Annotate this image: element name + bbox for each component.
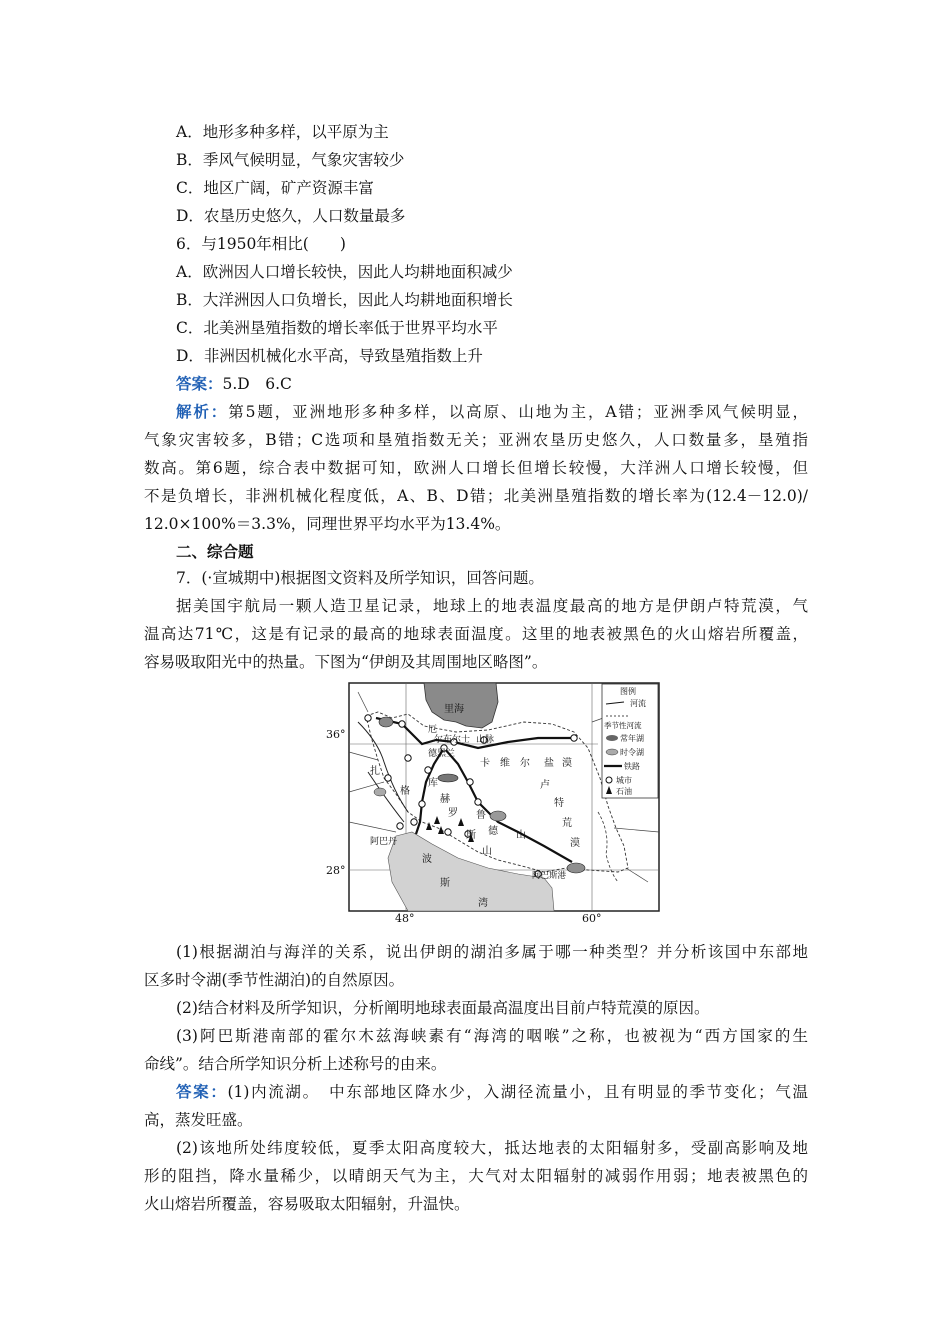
label-elburz-3: 山脉 (476, 735, 495, 745)
subq-1-line-2: 区多时令湖(季节性湖泊)的自然原因。 (144, 971, 405, 989)
label-zagros-4: 斯 (466, 830, 476, 841)
legend-seasonal-river: 季节性河流 (604, 721, 642, 730)
label-zagros-1: 扎 (370, 766, 380, 777)
label-elburz-1: 厄 (428, 725, 438, 735)
answer-7-label: 答案： (176, 1083, 228, 1101)
answer-5-6 (176, 371, 808, 398)
legend-title: 图例 (620, 687, 636, 696)
subq-3-line-2: 命线”。结合所学知识分析上述称号的由来。 (144, 1055, 447, 1073)
label-elburz-2: 尔布尔士 (434, 735, 471, 745)
subq-1-line-1: (1)根据湖泊与海洋的关系，说出伊朗的湖泊多属于哪一种类型？并分析该国中东部地 (176, 943, 808, 961)
answer-7-p2-line-1: (2)该地所处纬度较低，夏季太阳高度较大，抵达地表的太阳辐射多，受副高影响及地 (176, 1139, 808, 1157)
answer-7-p2-line-3: 火山熔岩所覆盖，容易吸取太阳辐射，升温快。 (144, 1195, 470, 1213)
q6-option-c: C．北美洲垦殖指数的增长率低于世界平均水平 (176, 319, 498, 337)
label-kuh-2: 赫 (440, 794, 450, 805)
iran-region-map (348, 682, 660, 912)
q6-option-b: B．大洋洲因人口负增长，因此人均耕地面积增长 (176, 291, 513, 309)
analysis-line-3: 数高。第6题，综合表中数据可知，欧洲人口增长但增长较慢，大洋洲人口增长较慢，但 (144, 459, 808, 477)
q6-option-a: A．欧洲因人口增长较快，因此人均耕地面积减少 (176, 263, 513, 281)
label-lut-4: 漠 (570, 838, 580, 849)
axis-lon-48: 48° (395, 912, 415, 925)
label-kavir-1: 卡 (480, 758, 490, 769)
label-caspian: 里海 (444, 704, 464, 715)
label-lut-2: 特 (554, 798, 564, 809)
material-line-2: 温高达71℃，这是有记录的最高的地球表面温度。这里的地表被黑色的火山熔岩所覆盖， (144, 625, 808, 643)
label-lut-3: 荒 (562, 818, 572, 829)
subq-2: (2)结合材料及所学知识，分析阐明地球表面最高温度出目前卢特荒漠的原因。 (176, 999, 710, 1017)
label-bandar-abbas: 阿巴斯港 (532, 871, 567, 881)
label-zagros-5: 山 (482, 846, 492, 857)
answer-text: 5.D 6.C (222, 375, 292, 393)
analysis-line-4: 不是负增长，非洲机械化程度低，A、B、D错；北美洲垦殖指数的增长率为(12.4－12.0)/ (144, 487, 808, 505)
legend-railway: 铁路 (624, 762, 640, 771)
question-7-stem: 7．(·宣城期中)根据图文资料及所学知识，回答问题。 (176, 569, 544, 587)
label-kavir-2: 维 (500, 758, 510, 769)
label-kuh-4: 德 (488, 826, 498, 837)
label-gulf-3: 湾 (478, 898, 488, 909)
label-kuh-5: 山 (516, 830, 526, 841)
legend-river: 河流 (630, 699, 646, 708)
axis-lat-36: 36° (326, 728, 346, 741)
label-kavir-3: 尔 (520, 758, 530, 769)
subq-3-line-1: (3)阿巴斯港南部的霍尔木兹海峡素有“海湾的咽喉”之称，也被视为“西方国家的生 (176, 1027, 808, 1045)
analysis-line-5: 12.0×100%＝3.3%，同理世界平均水平为13.4%。 (144, 515, 511, 533)
legend-lake: 常年湖 (620, 734, 644, 743)
analysis-label: 解析： (176, 403, 229, 421)
section-title: 二、综合题 (176, 543, 254, 561)
option-d: D．农垦历史悠久，人口数量最多 (176, 207, 406, 225)
label-zagros-2: 格 (400, 786, 410, 797)
answer-label: 答案： (176, 375, 223, 393)
label-gulf-1: 波 (422, 854, 432, 865)
legend-seasonal-lake: 时令湖 (620, 748, 644, 757)
analysis-line-2: 气象灾害较多，B错；C选项和垦殖指数无关；亚洲农垦历史悠久，人口数量多，垦殖指 (144, 431, 808, 449)
label-gulf-2: 斯 (440, 878, 450, 889)
axis-lat-28: 28° (326, 864, 346, 877)
option-b: B．季风气候明显，气象灾害较少 (176, 151, 405, 169)
analysis-line-1: 解析：第5题，亚洲地形多种多样，以高原、山地为主，A错；亚洲季风气候明显， (176, 403, 808, 421)
legend-oil: 石油 (616, 787, 632, 796)
answer-7-line-2: 高，蒸发旺盛。 (144, 1111, 253, 1129)
q6-option-d: D．非洲因机械化水平高，导致垦殖指数上升 (176, 347, 483, 365)
axis-lon-60: 60° (582, 912, 602, 925)
label-kavir-4: 盐 (544, 758, 554, 769)
material-line-3: 容易吸取阳光中的热量。下图为“伊朗及其周围地区略图”。 (144, 653, 548, 671)
question-6-stem: 6．与1950年相比( ) (176, 235, 346, 253)
label-tehran: 德黑兰 (428, 749, 456, 759)
label-zagros-3: 罗 (448, 808, 458, 819)
answer-7-line-1: 答案：(1)内流湖。 中东部地区降水少，入湖径流量小，且有明显的季节变化；气温 (176, 1083, 808, 1101)
label-kavir-5: 漠 (562, 758, 572, 769)
material-line-1: 据美国宇航局一颗人造卫星记录，地球上的地表温度最高的地方是伊朗卢特荒漠，气 (176, 597, 808, 615)
label-abadan: 阿巴丹 (370, 837, 398, 847)
option-c: C．地区广阔，矿产资源丰富 (176, 179, 374, 197)
label-kuh-1: 库 (428, 778, 438, 789)
answer-7-p2-line-2: 形的阻挡，降水量稀少，以晴朗天气为主，大气对太阳辐射的减弱作用弱；地表被黑色的 (144, 1167, 808, 1185)
label-lut-1: 卢 (540, 780, 550, 791)
option-a: A．地形多种多样，以平原为主 (176, 123, 389, 141)
legend-city: 城市 (616, 776, 632, 785)
label-kuh-3: 鲁 (476, 810, 486, 821)
